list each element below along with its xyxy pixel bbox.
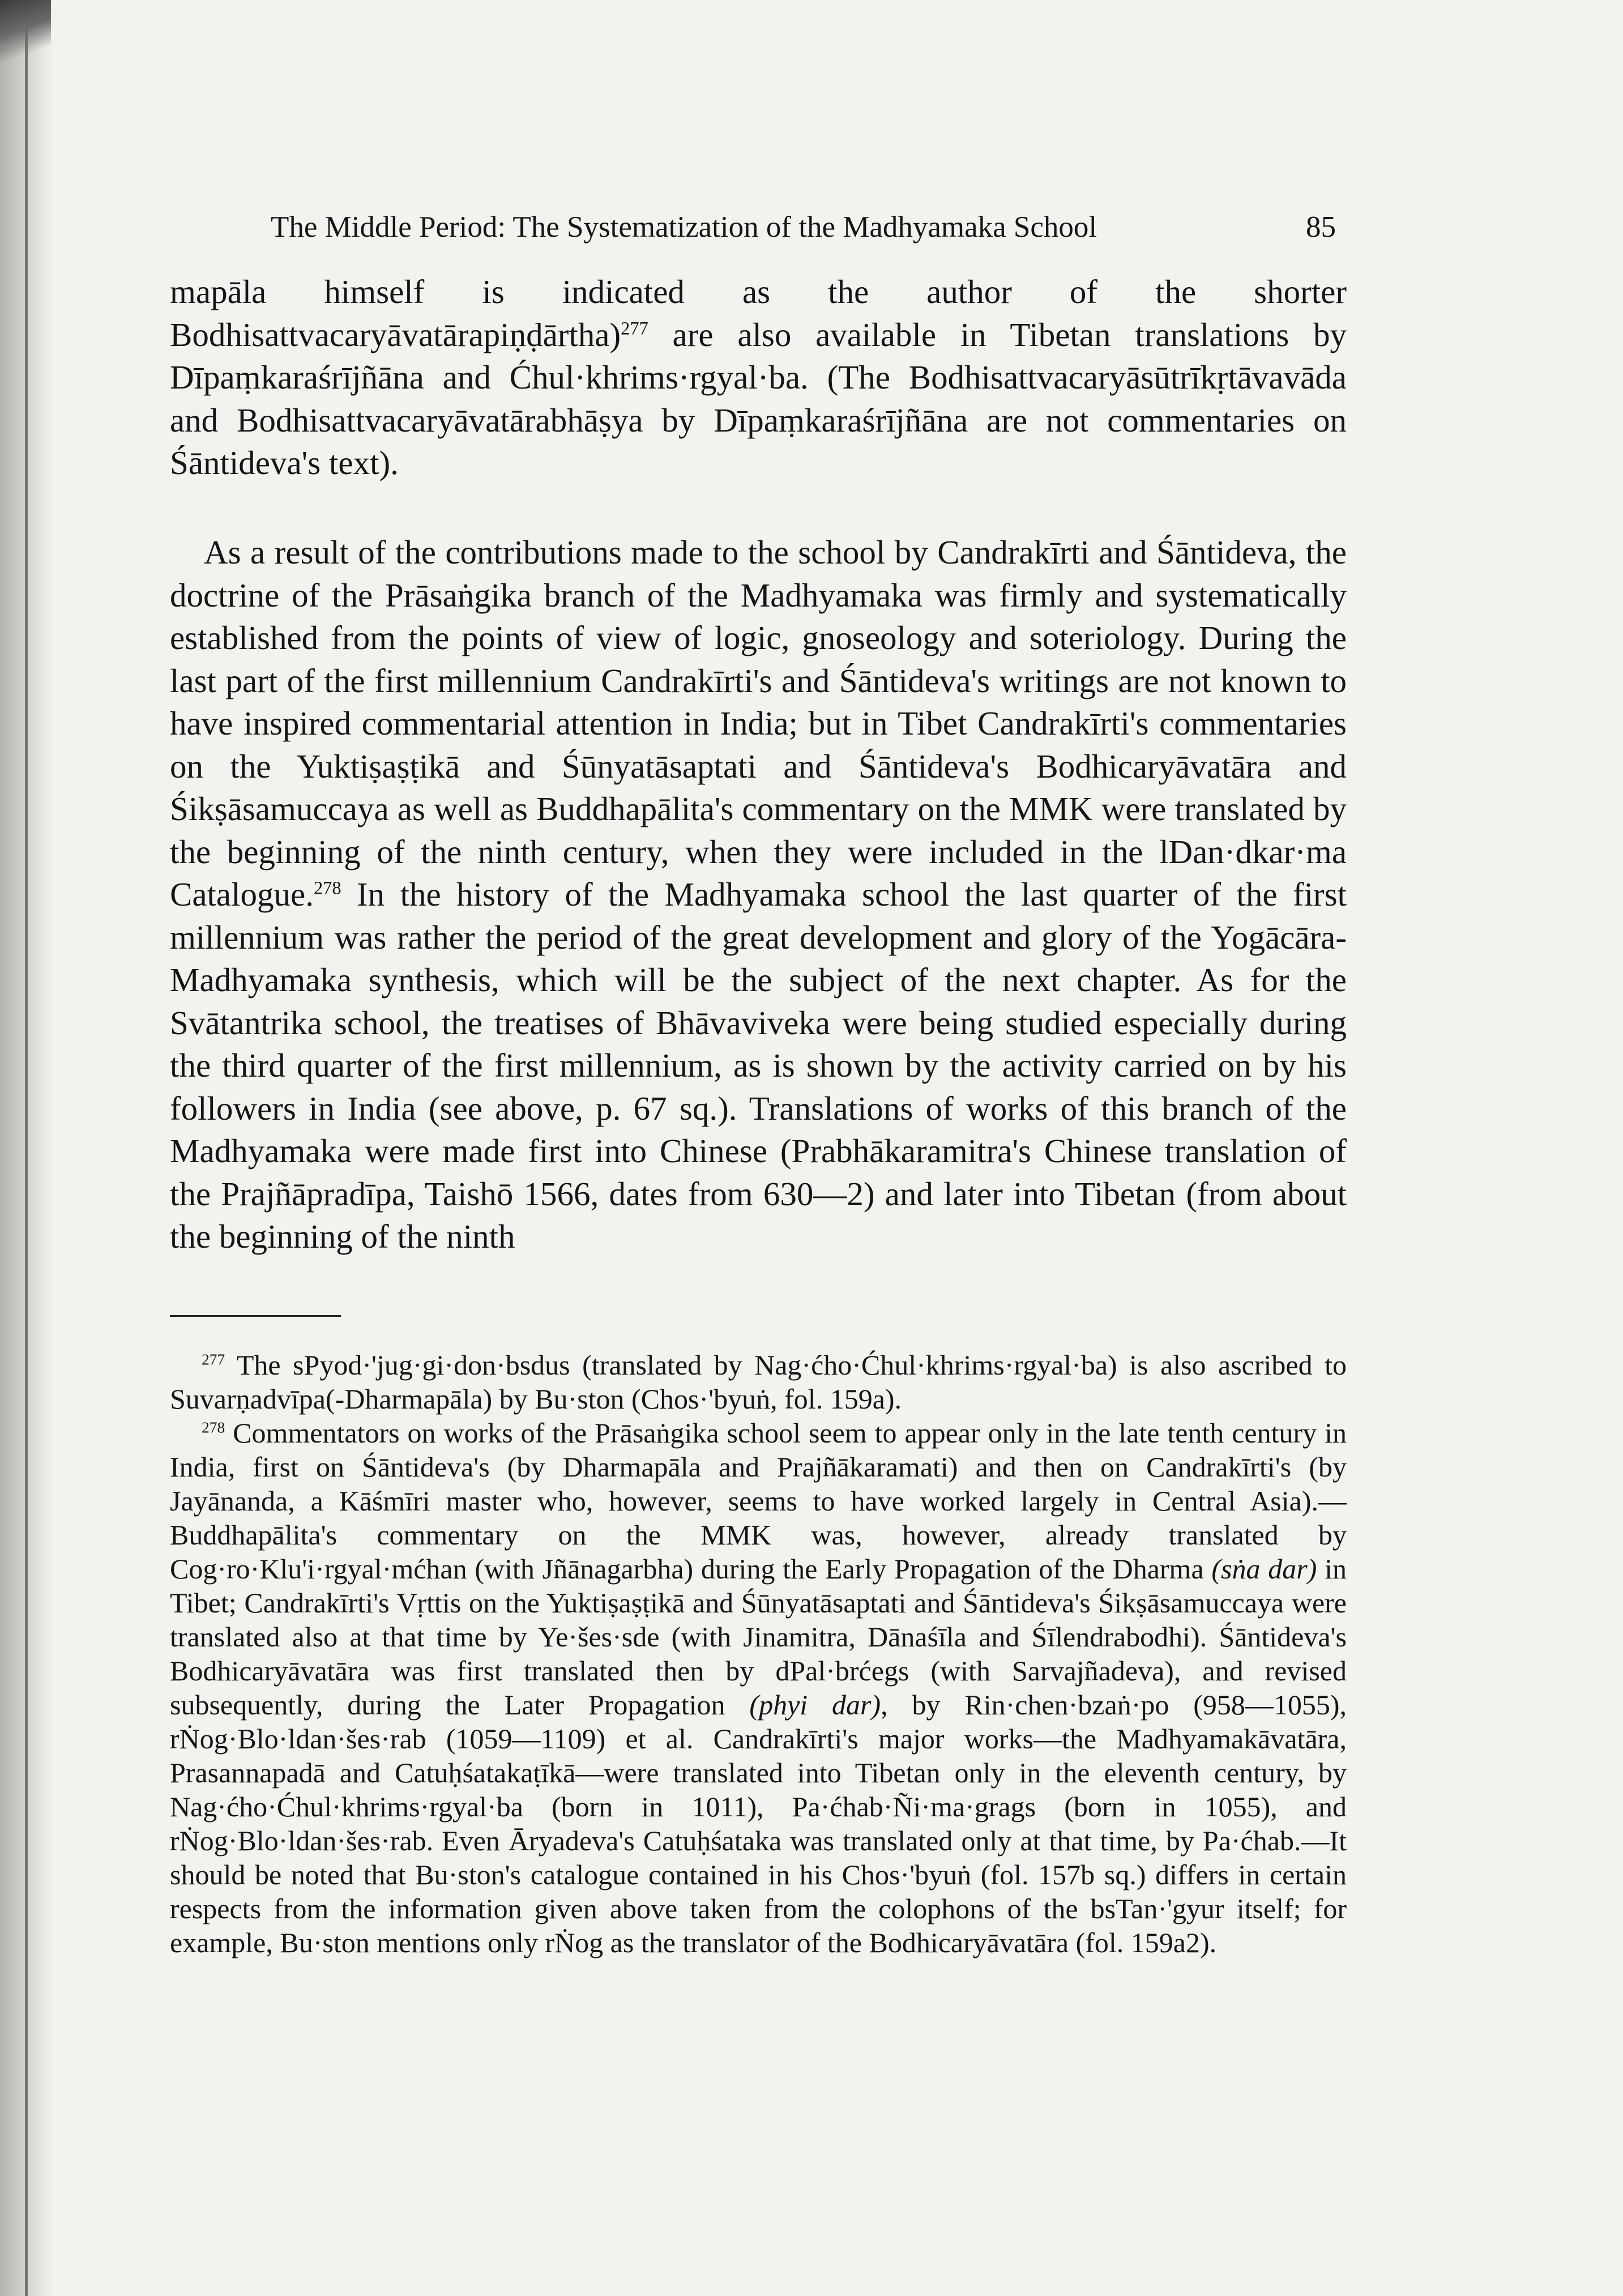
footnote-278-text-1: Commentators on works of the Prāsaṅgika school seem to appear only in the late tenth century in India, first on Śāntideva's (by Dharmapāla and Prajñākaramati) and then on Candrakīrti's (by Jayānanda, a Kāśmīri master who, however, seems to have worked largely in Central Asia).—Buddhapālita's commentary on the MMK was, however, already translated by Cog·ro·Klu'i·rgyal·mćhan (with Jñānagarbha) during the Early Propagation of the Dharma	[170, 1417, 1347, 1585]
note-ref-277: 277	[621, 318, 648, 339]
paragraph-2-text-after: In the history of the Madhyamaka school the last quarter of the first millennium was rather the period of the great development and glory of the Yogācāra-Madhyamaka synthesis, which will be the subject of the next chapter. As for the Svātantrika school, the treatises of Bhāvaviveka were being studied especially during the third quarter of the first millennium, as is shown by the activity carried on by his followers in India (see above, p. 67 sq.). Translations of works of this branch of the Madhyamaka were made first into Chinese (Prabhākaramitra's Chinese translation of the Prajñāpradīpa, Taishō 1566, dates from 630—2) and later into Tibetan (from about the beginning of the ninth	[170, 876, 1347, 1255]
footnote-278-italic-2: (phyi dar)	[749, 1689, 881, 1721]
footnote-278-italic-1: (sṅa dar)	[1211, 1553, 1317, 1585]
footnote-277	[170, 1348, 1347, 1416]
note-ref-278: 278	[313, 878, 341, 899]
running-title: The Middle Period: The Systematization of the Madhyamaka School	[271, 211, 1097, 244]
footnote-278-text-3: , by Rin·chen·bzaṅ·po (958—1055), rṄog·Blo·ldan·šes·rab (1059—1109) et al. Candrakīrti's major works—the Madhyamakāvatāra, Prasannapadā and Catuḥśatakaṭīkā—were translated into Tibetan only in the eleventh century, by Nag·ćho·Ćhul·khrims·rgyal·ba (born in 1011), Pa·ćhab·Ñi·ma·grags (born in 1055), and rṄog·Blo·ldan·šes·rab. Even Āryadeva's Catuḥśataka was translated only at that time, by Pa·ćhab.—It should be noted that Bu·ston's catalogue contained in his Chos·'byuṅ (fol. 157b sq.) differs in certain respects from the information given above taken from the colophons of the bsTan·'gyur itself; for example, Bu·ston mentions only rṄog as the translator of the Bodhicaryāvatāra (fol. 159a2).	[170, 1689, 1347, 1958]
footnote-277-text: The sPyod·'jug·gi·don·bsdus (translated by Nag·ćho·Ćhul·khrims·rgyal·ba) is also ascribed to Suvarṇadvīpa(-Dharmapāla) by Bu·ston (Chos·'byuṅ, fol. 159a).	[170, 1349, 1347, 1415]
paragraph-2-text: As a result of the contributions made to the school by Candrakīrti and Śāntideva, the doctrine of the Prāsaṅgika branch of the Madhyamaka was firmly and systematically established from the points of view of logic, gnoseology and soteriology. During the last part of the first millennium Candrakīrti's and Śāntideva's writings are not known to have inspired commentarial attention in India; but in Tibet Candrakīrti's commentaries on the Yuktiṣaṣṭikā and Śūnyatāsaptati and Śāntideva's Bodhicaryāvatāra and Śikṣāsamuccaya as well as Buddhapālita's commentary on the MMK were translated by the beginning of the ninth century, when they were included in the lDan·dkar·ma Catalogue.	[170, 534, 1347, 913]
body-paragraph-2	[170, 531, 1347, 1258]
footnote-278-number: 278	[202, 1418, 225, 1436]
paragraph-1-text-after: are also available in Tibetan translations by Dīpaṃkaraśrījñāna and Ćhul·khrims·rgyal·ba. (The Bodhisattvacaryāsūtrīkṛtāvavāda and Bodhisattvacaryāvatārabhāṣya by Dīpaṃkaraśrījñāna are not commentaries on Śāntideva's text).	[170, 315, 1347, 481]
paragraph-1-text: mapāla himself is indicated as the author of the shorter Bodhisattvacaryāvatārapiṇḍārtha)	[170, 273, 1347, 353]
body-paragraph-1	[170, 271, 1347, 485]
page-number: 85	[1306, 211, 1336, 244]
footnote-separator	[170, 1315, 341, 1317]
footnote-277-number: 277	[202, 1350, 225, 1368]
footnote-278	[170, 1416, 1347, 1960]
footnote-278-text-2: in Tibet; Candrakīrti's Vṛttis on the Yuktiṣaṣṭikā and Śūnyatāsaptati and Śāntideva's Śikṣāsamuccaya were translated also at that time by Ye·šes·sde (with Jinamitra, Dānaśīla and Śīlendrabodhi). Śāntideva's Bodhicaryāvatāra was first translated then by dPal·brćegs (with Sarvajñadeva), and revised subsequently, during the Later Propagation	[170, 1553, 1347, 1721]
